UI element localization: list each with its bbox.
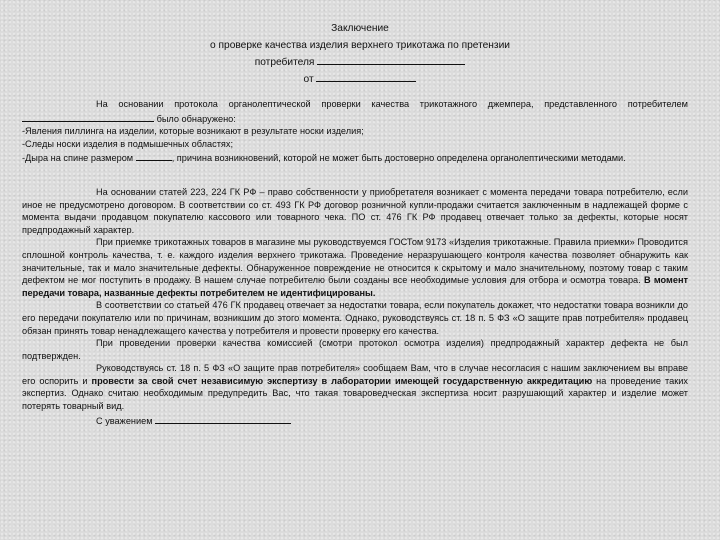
consumer-line	[0, 54, 720, 71]
defect-item-wear: -Следы носки изделия в подмышечных областях;	[22, 138, 234, 149]
findings-intro-end: было обнаружено:	[156, 113, 236, 124]
date-label: от	[303, 74, 314, 85]
legal-paragraph-2	[22, 236, 688, 299]
document-header	[0, 20, 720, 88]
signature-blank	[155, 413, 291, 424]
defect-hole-text: -Дыра на спине размером	[22, 153, 134, 164]
legal-paragraph-5	[22, 362, 688, 412]
document-body	[22, 98, 688, 427]
closing-text: С уважением	[96, 415, 153, 426]
findings-intro	[22, 98, 688, 125]
defect-item-pilling: -Явления пиллинга на изделии, которые возникают в результате носки изделия;	[22, 126, 364, 137]
findings-intro-text: На основании протокола органолептической проверки качества трикотажного джемпера, представленного потребителем	[96, 99, 688, 109]
legal-paragraph-2-bold: В момент передачи товара, названные дефекты потребителем не идентифицированы.	[22, 275, 689, 298]
closing-line	[22, 413, 688, 428]
document-title: Заключение	[331, 23, 389, 34]
document-subtitle: о проверке качества изделия верхнего трикотажа по претензии	[210, 40, 510, 51]
hole-size-blank	[136, 150, 172, 161]
legal-paragraph-5-bold: провести за свой счет независимую экспертизу в лаборатории имеющей государственную аккредитацию	[91, 375, 593, 386]
legal-paragraph-1: На основании статей 223, 224 ГК РФ – право собственности у приобретателя возникает с момента передачи товара потребителю, если иное не предусмотрено договором. В соответствии со ст. 493 ГК РФ договор розничной купли-продажи считается заключенным в надлежащей форме с момента выдачи продавцом покупателю кассового или товарного чека. ПО ст. 476 ГК РФ продавец отвечает только за дефекты, которые носят предпродажный характер.	[22, 186, 688, 235]
date-line	[0, 71, 720, 88]
consumer-blank	[22, 111, 154, 122]
legal-paragraph-4: При проведении проверки качества комиссией (смотри протокол осмотра изделия) предпродажный характер дефекта не был подтвержден.	[22, 338, 688, 361]
defect-hole-text-end: , причина возникновений, которой не может быть достоверно определена органолептическими методами.	[171, 153, 626, 164]
date-blank	[316, 71, 416, 82]
legal-paragraph-5-text: Руководствуясь ст. 18 п. 5 ФЗ «О защите прав потребителя» сообщаем Вам, что в случае несогласия с нашим заключением вы вправе его оспорить и	[22, 363, 688, 386]
consumer-name-blank	[317, 54, 465, 65]
consumer-label: потребителя	[254, 57, 315, 68]
legal-paragraph-5-end: на проведение таких экспертиз. Однако считаю необходимым предупредить Вас, что такая товароведческая экспертиза носит разрушающий характер и изделие может потерять товарный вид.	[22, 375, 688, 412]
legal-paragraph-2-text: При приемке трикотажных товаров в магазине мы руководствуемся ГОСТом 9173 «Изделия трикотажные. Правила приемки» Проводится сплошной контроль качества, т. е. каждого изделия верхнего трикотажа. Проведение неразрушающего контроля качества позволяет обнаружить как значительные, так и мало значительные дефекты. Обнаруженное повреждение не относится к скрытому и мало значительному, поэтому товар с таким дефектом не мог поступить в продажу. В нашем случае потребителю были созданы все необходимые условия для отбора и осмотра товара.	[22, 237, 688, 286]
defect-item-hole	[22, 150, 688, 165]
legal-paragraph-3: В соответствии со статьей 476 ГК продавец отвечает за недостатки товара, если покупатель докажет, что недостатки товара возникли до его передачи покупателю или по причинам, возникшим до этого момента. Однако, руководствуясь ст. 18 п. 5 ФЗ «О защите прав потребителя» продавец обязан принять товар ненадлежащего качества у потребителя и провести проверку его качества.	[22, 300, 688, 336]
